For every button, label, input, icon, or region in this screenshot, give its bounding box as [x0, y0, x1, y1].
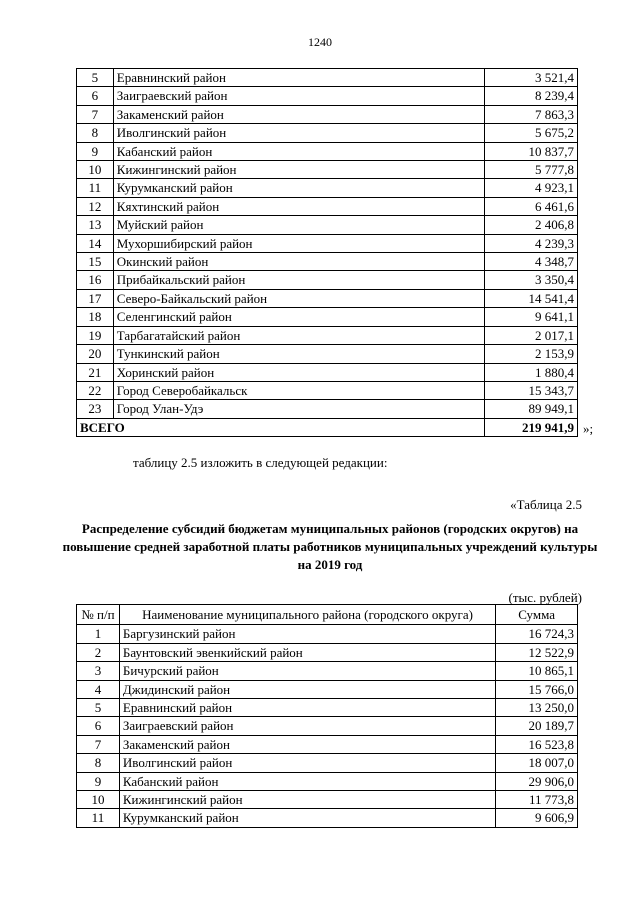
table-row — [77, 234, 578, 252]
subsidy-amount: 2 153,9 — [485, 345, 578, 363]
table-row — [77, 289, 578, 307]
table-header-row — [77, 605, 578, 625]
subsidy-amount: 3 521,4 — [485, 69, 578, 87]
row-number: 7 — [77, 105, 114, 123]
row-number: 3 — [77, 662, 120, 680]
table-row — [77, 699, 578, 717]
table-row — [77, 735, 578, 753]
table-row — [77, 161, 578, 179]
row-number: 19 — [77, 326, 114, 344]
district-name: Заиграевский район — [113, 87, 485, 105]
subsidy-table-continued — [76, 68, 578, 437]
subsidy-amount: 9 606,9 — [496, 809, 578, 827]
row-number: 7 — [77, 735, 120, 753]
row-number: 2 — [77, 643, 120, 661]
district-name: Хоринский район — [113, 363, 485, 381]
table-row — [77, 253, 578, 271]
row-number: 9 — [77, 772, 120, 790]
row-number: 15 — [77, 253, 114, 271]
row-number: 16 — [77, 271, 114, 289]
total-value: 219 941,9 — [485, 418, 578, 436]
district-name: Город Северобайкальск — [113, 381, 485, 399]
subsidy-amount: 7 863,3 — [485, 105, 578, 123]
subsidy-amount: 18 007,0 — [496, 754, 578, 772]
table-row — [77, 754, 578, 772]
district-name: Город Улан-Удэ — [113, 400, 485, 418]
district-name: Тункинский район — [113, 345, 485, 363]
subsidy-amount: 8 239,4 — [485, 87, 578, 105]
row-number: 14 — [77, 234, 114, 252]
table-row — [77, 326, 578, 344]
district-name: Курумканский район — [119, 809, 495, 827]
table-row — [77, 717, 578, 735]
district-name: Мухоршибирский район — [113, 234, 485, 252]
subsidy-amount: 5 675,2 — [485, 124, 578, 142]
row-number: 9 — [77, 142, 114, 160]
district-name: Тарбагатайский район — [113, 326, 485, 344]
table-row — [77, 643, 578, 661]
subsidy-amount: 12 522,9 — [496, 643, 578, 661]
row-number: 20 — [77, 345, 114, 363]
table-row — [77, 381, 578, 399]
table-row — [77, 271, 578, 289]
subsidy-amount: 1 880,4 — [485, 363, 578, 381]
row-number: 11 — [77, 809, 120, 827]
subsidy-table-2-5 — [76, 604, 578, 828]
row-number: 5 — [77, 69, 114, 87]
table-row — [77, 680, 578, 698]
row-number: 17 — [77, 289, 114, 307]
row-number: 18 — [77, 308, 114, 326]
subsidy-amount: 89 949,1 — [485, 400, 578, 418]
table-row — [77, 400, 578, 418]
table-row — [77, 179, 578, 197]
subsidy-amount: 9 641,1 — [485, 308, 578, 326]
subsidy-amount: 20 189,7 — [496, 717, 578, 735]
header-number: № п/п — [77, 605, 120, 625]
subsidy-amount: 6 461,6 — [485, 197, 578, 215]
total-label: ВСЕГО — [77, 418, 485, 436]
table-row — [77, 197, 578, 215]
row-number: 5 — [77, 699, 120, 717]
subsidy-amount: 3 350,4 — [485, 271, 578, 289]
subsidy-amount: 5 777,8 — [485, 161, 578, 179]
row-number: 8 — [77, 754, 120, 772]
instruction-text: таблицу 2.5 изложить в следующей редакции: — [133, 455, 388, 470]
district-name: Иволгинский район — [119, 754, 495, 772]
table-row — [77, 142, 578, 160]
district-name: Кижингинский район — [119, 791, 495, 809]
subsidy-amount: 2 406,8 — [485, 216, 578, 234]
subsidy-amount: 13 250,0 — [496, 699, 578, 717]
subsidy-amount: 14 541,4 — [485, 289, 578, 307]
district-name: Джидинский район — [119, 680, 495, 698]
subsidy-amount: 4 348,7 — [485, 253, 578, 271]
district-name: Закаменский район — [119, 735, 495, 753]
district-name: Еравнинский район — [119, 699, 495, 717]
district-name: Курумканский район — [113, 179, 485, 197]
table-row — [77, 809, 578, 827]
subsidy-amount: 10 837,7 — [485, 142, 578, 160]
row-number: 4 — [77, 680, 120, 698]
subsidy-amount: 15 343,7 — [485, 381, 578, 399]
row-number: 10 — [77, 791, 120, 809]
district-name: Кабанский район — [113, 142, 485, 160]
table-row — [77, 308, 578, 326]
table-row — [77, 791, 578, 809]
district-name: Баргузинский район — [119, 625, 495, 643]
district-name: Прибайкальский район — [113, 271, 485, 289]
table1-body — [77, 69, 578, 437]
table-heading: Распределение субсидий бюджетам муниципальных районов (городских округов) на повышение средней заработной платы работников муниципальных учреждений культуры на 2019 год — [62, 521, 598, 572]
unit-label: (тыс. рублей) — [508, 590, 582, 605]
row-number: 6 — [77, 717, 120, 735]
table-row — [77, 662, 578, 680]
row-number: 8 — [77, 124, 114, 142]
header-name: Наименование муниципального района (городского округа) — [119, 605, 495, 625]
subsidy-amount: 11 773,8 — [496, 791, 578, 809]
subsidy-amount: 2 017,1 — [485, 326, 578, 344]
table-row — [77, 69, 578, 87]
row-number: 11 — [77, 179, 114, 197]
district-name: Заиграевский район — [119, 717, 495, 735]
total-row — [77, 418, 578, 436]
row-number: 6 — [77, 87, 114, 105]
table2-body — [77, 625, 578, 827]
page-number: 1240 — [308, 35, 332, 49]
row-number: 13 — [77, 216, 114, 234]
row-number: 1 — [77, 625, 120, 643]
table-row — [77, 625, 578, 643]
row-number: 21 — [77, 363, 114, 381]
district-name: Иволгинский район — [113, 124, 485, 142]
district-name: Кяхтинский район — [113, 197, 485, 215]
district-name: Северо-Байкальский район — [113, 289, 485, 307]
table-label: «Таблица 2.5 — [510, 497, 582, 512]
district-name: Закаменский район — [113, 105, 485, 123]
table-row — [77, 363, 578, 381]
district-name: Селенгинский район — [113, 308, 485, 326]
district-name: Окинский район — [113, 253, 485, 271]
table-row — [77, 772, 578, 790]
district-name: Бичурский район — [119, 662, 495, 680]
district-name: Кабанский район — [119, 772, 495, 790]
district-name: Еравнинский район — [113, 69, 485, 87]
district-name: Кижингинский район — [113, 161, 485, 179]
row-number: 22 — [77, 381, 114, 399]
subsidy-amount: 15 766,0 — [496, 680, 578, 698]
subsidy-amount: 29 906,0 — [496, 772, 578, 790]
district-name: Муйский район — [113, 216, 485, 234]
table-row — [77, 124, 578, 142]
subsidy-amount: 16 724,3 — [496, 625, 578, 643]
table-row — [77, 216, 578, 234]
table-row — [77, 105, 578, 123]
district-name: Баунтовский эвенкийский район — [119, 643, 495, 661]
subsidy-amount: 10 865,1 — [496, 662, 578, 680]
subsidy-amount: 16 523,8 — [496, 735, 578, 753]
row-number: 12 — [77, 197, 114, 215]
total-suffix: »; — [583, 421, 594, 436]
row-number: 10 — [77, 161, 114, 179]
header-sum: Сумма — [496, 605, 578, 625]
subsidy-amount: 4 239,3 — [485, 234, 578, 252]
table-row — [77, 345, 578, 363]
subsidy-amount: 4 923,1 — [485, 179, 578, 197]
row-number: 23 — [77, 400, 114, 418]
table-row — [77, 87, 578, 105]
